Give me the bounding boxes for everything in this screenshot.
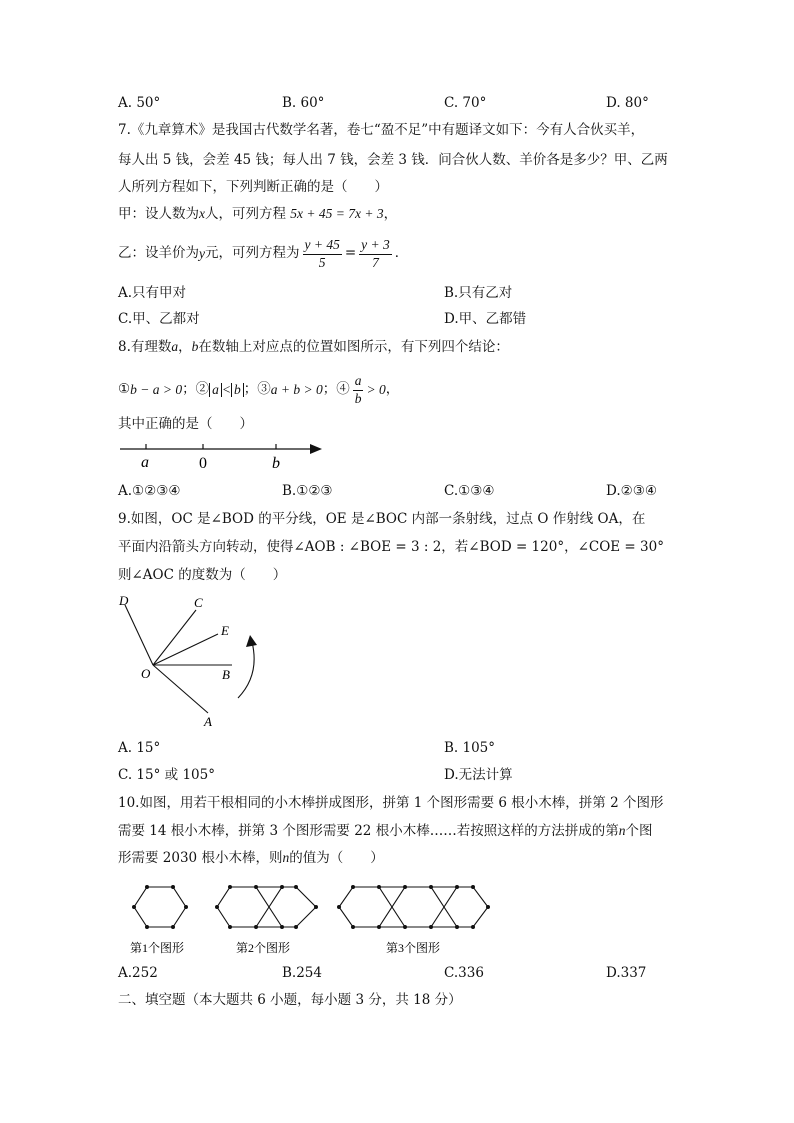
q10-node bbox=[254, 885, 258, 889]
q10-line2-var: n bbox=[618, 823, 626, 838]
q8-sep-1: ；② bbox=[182, 381, 210, 398]
q8-conclusions bbox=[118, 370, 399, 410]
q8-c1-expr: b − a > 0 bbox=[130, 382, 183, 398]
q7-line-2: 每人出 5 钱，会差 45 钱；每人出 7 钱，会差 3 钱．问合伙人数、羊价各是多少？甲、乙两 bbox=[118, 152, 668, 168]
q7-yi-end: ． bbox=[394, 245, 409, 262]
q10-fig-label-2: 第2个图形 bbox=[236, 941, 291, 955]
q8-var-a: a bbox=[171, 339, 179, 354]
q9-option-b: B. 105° bbox=[444, 740, 496, 756]
q10-node bbox=[145, 925, 149, 929]
q10-node bbox=[280, 925, 284, 929]
q9-label-b: B bbox=[222, 667, 230, 682]
q10-node bbox=[294, 885, 298, 889]
q8-line-3: 其中正确的是（ ） bbox=[118, 416, 253, 432]
q9-label-d: D bbox=[119, 593, 129, 608]
q6-option-d: D. 80° bbox=[606, 95, 649, 111]
q8-option-b: B.①②③ bbox=[282, 483, 333, 499]
q10-node bbox=[314, 905, 318, 909]
q7-line-3: 人所列方程如下，下列判断正确的是（ ） bbox=[118, 179, 388, 195]
q10-stick-figures bbox=[120, 875, 500, 960]
q10-option-a: A.252 bbox=[118, 965, 158, 981]
q10-node bbox=[171, 885, 175, 889]
q8-sep-2: ；③ bbox=[243, 381, 271, 398]
q8-c4-num: a bbox=[353, 373, 364, 390]
q10-figure-1-nodes bbox=[132, 885, 188, 929]
q10-node bbox=[403, 925, 407, 929]
q8-c4-end: ， bbox=[385, 381, 400, 398]
q7-yi-num-2: y + 3 bbox=[359, 237, 392, 254]
q10-node bbox=[429, 885, 433, 889]
q10-node bbox=[351, 925, 355, 929]
q6-option-a: A. 50° bbox=[118, 95, 161, 111]
q7-yi-line bbox=[118, 236, 408, 272]
q10-node bbox=[486, 905, 490, 909]
q10-node bbox=[429, 925, 433, 929]
q6-option-b: B. 60° bbox=[282, 95, 325, 111]
q7-jia-prefix: 甲：设人数为 bbox=[118, 206, 199, 222]
q9-label-o: O bbox=[141, 666, 151, 681]
q9-line-1: 9.如图，OC 是∠BOD 的平分线，OE 是∠BOC 内部一条射线，过点 O 作射线 OA，在 bbox=[118, 511, 646, 527]
q10-option-d: D.337 bbox=[606, 965, 647, 981]
q7-jia-equation: 5x + 45 = 7x + 3 bbox=[290, 206, 384, 221]
section-2-heading: 二、填空题（本大题共 6 小题，每小题 3 分，共 18 分） bbox=[118, 992, 462, 1008]
q10-fig2-outline bbox=[217, 887, 316, 927]
q9-rotation-arrowhead-icon bbox=[246, 635, 257, 647]
q8-axis-label-a: a bbox=[141, 454, 149, 471]
q7-option-c: C.甲、乙都对 bbox=[118, 311, 200, 327]
q10-line2-end: 个图 bbox=[625, 823, 653, 839]
q10-figure-3-nodes bbox=[337, 885, 490, 929]
q7-option-d: D.甲、乙都错 bbox=[444, 311, 527, 327]
q9-angle-figure bbox=[110, 590, 280, 730]
q7-option-b: B.只有乙对 bbox=[444, 285, 513, 301]
q6-option-c: C. 70° bbox=[444, 95, 487, 111]
q9-ray-oa bbox=[153, 665, 208, 713]
q10-node bbox=[337, 905, 341, 909]
q7-option-a: A.只有甲对 bbox=[118, 285, 187, 301]
q8-option-c: C.①③④ bbox=[444, 483, 495, 499]
q9-label-e: E bbox=[221, 623, 229, 638]
q9-label-a: A bbox=[204, 714, 212, 729]
q10-figure-2-nodes bbox=[215, 885, 318, 929]
q7-yi-prefix: 乙：设羊价为 bbox=[118, 245, 199, 262]
q10-option-b: B.254 bbox=[282, 965, 322, 981]
q8-c2-abs-a: a bbox=[209, 383, 222, 398]
q7-jia-mid: 人，可列方程 bbox=[205, 206, 286, 222]
q7-yi-var: y bbox=[199, 246, 205, 262]
q10-line3-var: n bbox=[282, 850, 290, 865]
q8-number-line bbox=[110, 436, 340, 476]
q10-figure-1 bbox=[134, 887, 186, 927]
q8-c1-mark: ① bbox=[118, 381, 131, 398]
q10-node bbox=[294, 925, 298, 929]
q9-ray-od bbox=[125, 605, 153, 665]
q9-option-c: C. 15° 或 105° bbox=[118, 767, 215, 783]
q7-jia-end: ， bbox=[383, 206, 398, 222]
q10-node bbox=[377, 925, 381, 929]
q10-line3-b: 的值为（ ） bbox=[289, 850, 384, 866]
q9-line-2: 平面内沿箭头方向转动，使得∠AOB : ∠BOE = 3 : 2，若∠BOD = 120°，∠COE = 30° bbox=[118, 539, 664, 555]
q10-node bbox=[228, 885, 232, 889]
q10-node bbox=[455, 925, 459, 929]
q7-jia-var: x bbox=[199, 206, 205, 221]
q9-label-c: C bbox=[194, 595, 203, 610]
q10-node bbox=[403, 885, 407, 889]
q10-node bbox=[184, 905, 188, 909]
q10-figure-3 bbox=[339, 887, 488, 927]
q8-line1-a: 8.有理数 bbox=[118, 339, 172, 355]
q10-node bbox=[377, 885, 381, 889]
q8-axis-label-b: b bbox=[272, 455, 280, 472]
q7-yi-fraction-2 bbox=[359, 237, 392, 270]
q10-figure-2 bbox=[217, 887, 316, 927]
q10-line2-text: 需要 14 根小木棒，拼第 3 个图形需要 22 根小木棒……若按照这样的方法拼成的第 bbox=[118, 823, 619, 839]
q10-node bbox=[280, 885, 284, 889]
q7-yi-fraction-1 bbox=[303, 237, 342, 270]
q8-c2-lt: < bbox=[221, 382, 231, 398]
q9-rotation-arc bbox=[238, 642, 254, 698]
q10-node bbox=[254, 925, 258, 929]
q7-yi-mid: 元，可列方程为 bbox=[205, 245, 300, 262]
q7-line-1: 7.《九章算术》是我国古代数学名著，卷七“盈不足”中有题译文如下：今有人合伙买羊， bbox=[118, 122, 645, 138]
q7-yi-den-1: 5 bbox=[318, 254, 326, 270]
q8-sep-3: ；④ bbox=[322, 381, 350, 398]
q7-jia-line bbox=[118, 207, 397, 222]
q8-option-a: A.①②③④ bbox=[118, 483, 181, 499]
q10-line-3 bbox=[118, 851, 384, 866]
q8-line-1 bbox=[118, 340, 509, 355]
q10-fig-label-3: 第3个图形 bbox=[386, 941, 441, 955]
q9-ray-oe bbox=[153, 634, 218, 665]
q7-yi-den-2: 7 bbox=[372, 254, 379, 270]
q7-yi-equals: = bbox=[344, 245, 357, 262]
q10-fig1-hexagon bbox=[134, 887, 186, 927]
q10-node bbox=[215, 905, 219, 909]
q9-option-d: D.无法计算 bbox=[444, 767, 513, 783]
q10-node bbox=[228, 925, 232, 929]
q8-c4-den: b bbox=[354, 390, 362, 406]
q8-c3-expr: a + b > 0 bbox=[270, 382, 323, 398]
q8-line1-b: ， bbox=[178, 339, 192, 355]
q10-node bbox=[471, 925, 475, 929]
q10-node bbox=[145, 885, 149, 889]
q10-node bbox=[351, 885, 355, 889]
q8-axis-label-0: 0 bbox=[199, 455, 207, 472]
q7-yi-num-1: y + 45 bbox=[303, 237, 342, 254]
q8-c4-fraction bbox=[353, 373, 364, 406]
q10-node bbox=[455, 885, 459, 889]
q8-c4-gt: > 0 bbox=[366, 382, 386, 398]
q9-option-a: A. 15° bbox=[118, 740, 161, 756]
q8-axis-arrow bbox=[310, 444, 322, 454]
q10-option-c: C.336 bbox=[444, 965, 484, 981]
q9-ray-oc bbox=[153, 610, 196, 665]
q8-line1-c: 在数轴上对应点的位置如图所示，有下列四个结论： bbox=[198, 339, 509, 355]
q10-line-2 bbox=[118, 824, 652, 839]
q10-line-1: 10.如图，用若干根相同的小木棒拼成图形，拼第 1 个图形需要 6 根小木棒，拼第 2 个图形 bbox=[118, 795, 664, 811]
q8-var-b: b bbox=[191, 339, 199, 354]
q10-node bbox=[132, 905, 136, 909]
q10-node bbox=[171, 925, 175, 929]
q8-c2-abs-b: b bbox=[231, 383, 244, 398]
q10-node bbox=[471, 885, 475, 889]
q10-fig3-outline bbox=[339, 887, 488, 927]
q9-line-3: 则∠AOC 的度数为（ ） bbox=[118, 567, 287, 583]
q10-fig-label-1: 第1个图形 bbox=[130, 941, 185, 955]
q8-option-d: D.②③④ bbox=[606, 483, 657, 499]
q10-line3-a: 形需要 2030 根小木棒，则 bbox=[118, 850, 283, 866]
